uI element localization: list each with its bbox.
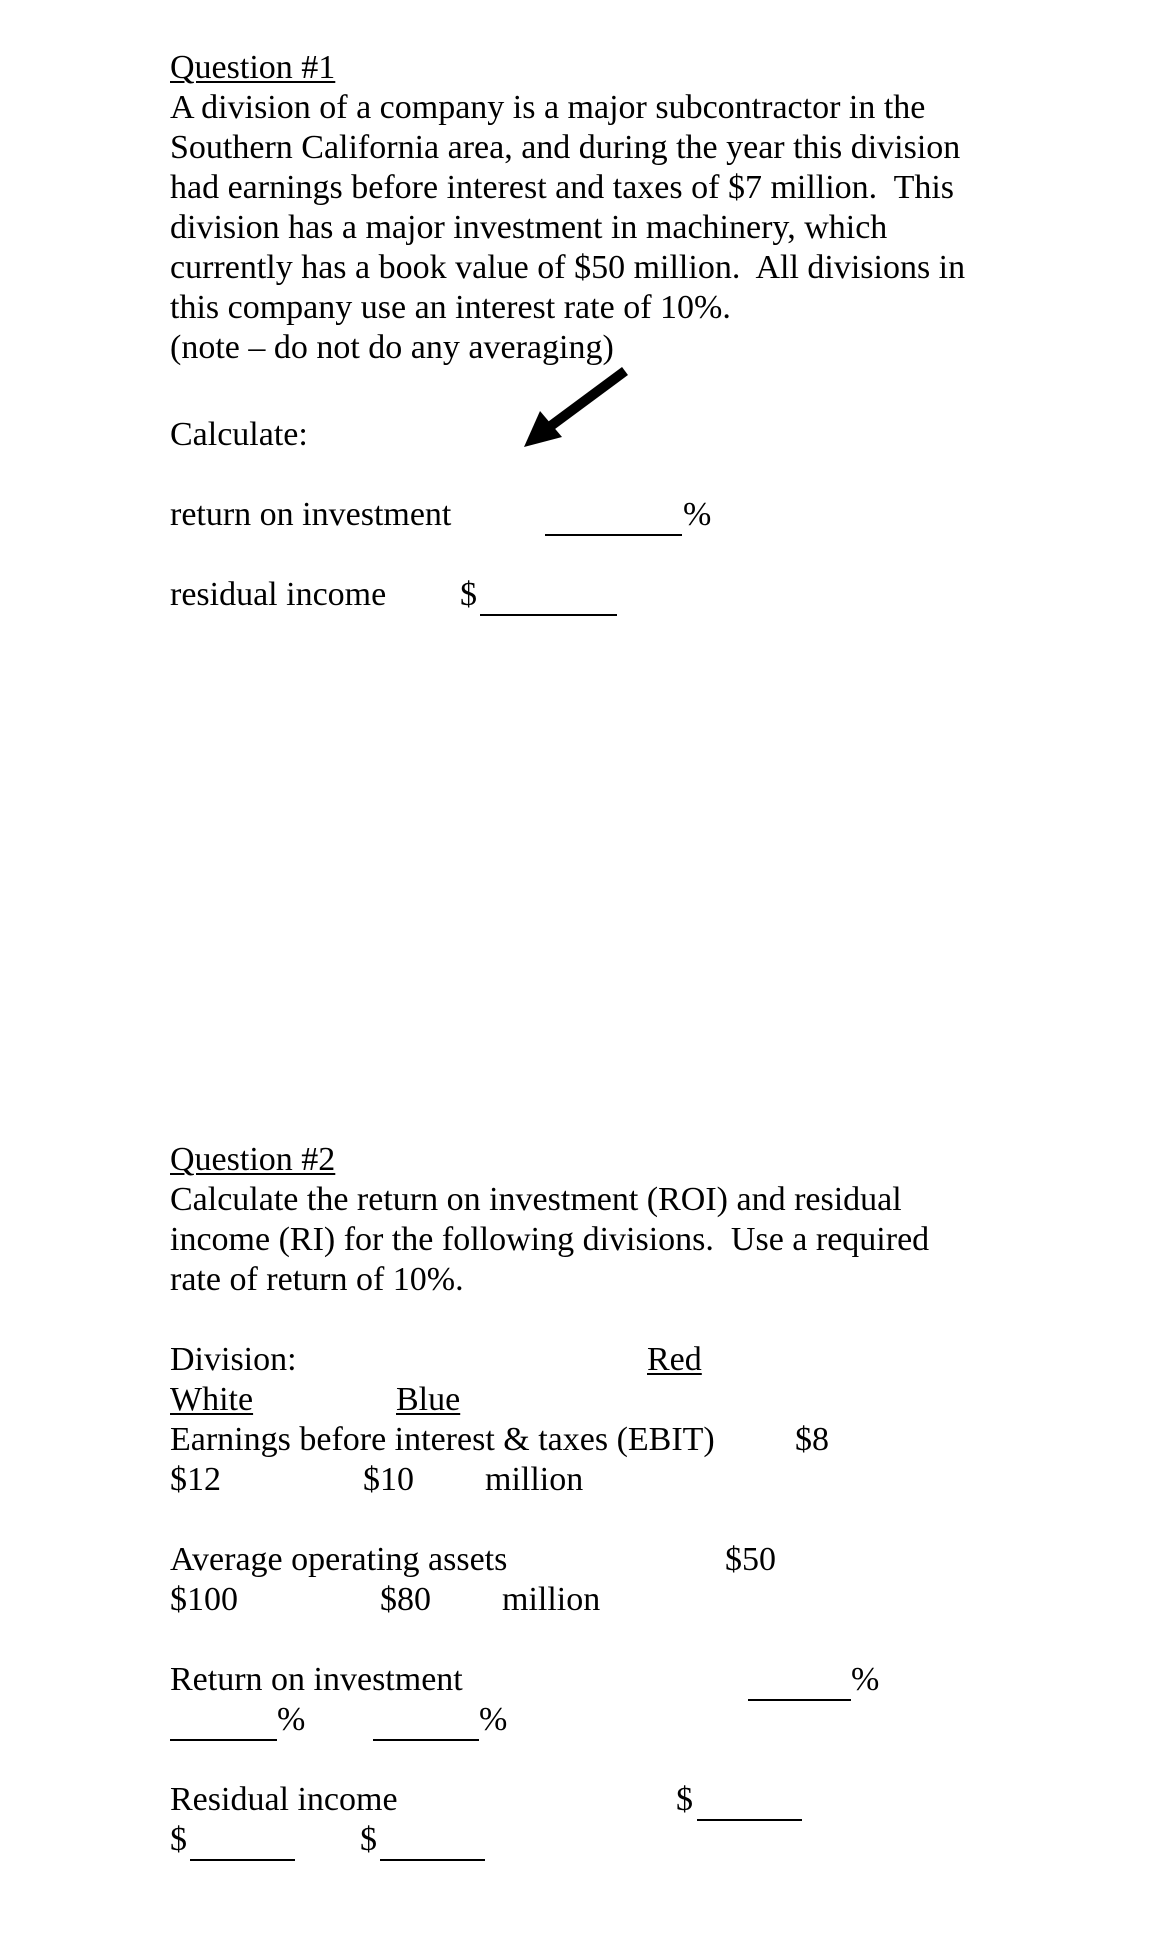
roi-blue-blank[interactable] — [373, 1739, 479, 1741]
q2-heading: Question #2 — [170, 1141, 336, 1178]
q1-note: (note – do not do any averaging) — [170, 329, 614, 366]
ri-red-blank[interactable] — [697, 1819, 802, 1821]
ebit-red-value: $8 — [795, 1421, 829, 1458]
assets-red-value: $50 — [725, 1541, 776, 1578]
q1-ri-unit: $ — [460, 576, 477, 613]
assets-blue-value: $80 — [380, 1581, 431, 1618]
q2-text-line: Calculate the return on investment (ROI) and residual — [170, 1181, 902, 1218]
q1-calculate-label: Calculate: — [170, 416, 308, 453]
q2-ebit-label: Earnings before interest & taxes (EBIT) — [170, 1421, 715, 1458]
q1-ri-label: residual income — [170, 576, 387, 613]
ebit-blue-value: $10 — [363, 1461, 414, 1498]
ri-blue-unit: $ — [360, 1821, 377, 1858]
ri-red-unit: $ — [676, 1781, 693, 1818]
q1-text-line: this company use an interest rate of 10%. — [170, 289, 731, 326]
ri-white-blank[interactable] — [190, 1859, 295, 1861]
q2-text-line: income (RI) for the following divisions. Use a required — [170, 1221, 930, 1258]
division-white-header: White — [170, 1381, 254, 1418]
arrow-down-left-icon — [518, 365, 633, 455]
q1-text-line: had earnings before interest and taxes of $7 million. This — [170, 169, 955, 206]
ri-blue-blank[interactable] — [380, 1859, 485, 1861]
ebit-white-value: $12 — [170, 1461, 221, 1498]
roi-blue-unit: % — [479, 1701, 508, 1738]
q1-text-line: A division of a company is a major subcontractor in the — [170, 89, 926, 126]
q1-text-line: division has a major investment in machinery, which — [170, 209, 888, 246]
q2-text-line: rate of return of 10%. — [170, 1261, 464, 1298]
roi-red-unit: % — [851, 1661, 880, 1698]
q1-text-line: Southern California area, and during the year this division — [170, 129, 961, 166]
q1-roi-unit: % — [683, 496, 712, 533]
q2-assets-label: Average operating assets — [170, 1541, 508, 1578]
division-blue-header: Blue — [396, 1381, 461, 1418]
q1-text-line: currently has a book value of $50 million. All divisions in — [170, 249, 966, 286]
q2-ri-label: Residual income — [170, 1781, 398, 1818]
assets-unit: million — [502, 1581, 601, 1618]
ri-white-unit: $ — [170, 1821, 187, 1858]
q1-roi-answer-blank[interactable] — [545, 534, 682, 536]
roi-white-blank[interactable] — [170, 1739, 277, 1741]
q1-ri-answer-blank[interactable] — [480, 614, 617, 616]
q1-heading: Question #1 — [170, 49, 336, 86]
q2-division-label: Division: — [170, 1341, 297, 1378]
division-red-header: Red — [647, 1341, 702, 1378]
assets-white-value: $100 — [170, 1581, 238, 1618]
roi-white-unit: % — [277, 1701, 306, 1738]
q1-roi-label: return on investment — [170, 496, 452, 533]
q2-roi-label: Return on investment — [170, 1661, 463, 1698]
ebit-unit: million — [485, 1461, 584, 1498]
roi-red-blank[interactable] — [748, 1699, 851, 1701]
